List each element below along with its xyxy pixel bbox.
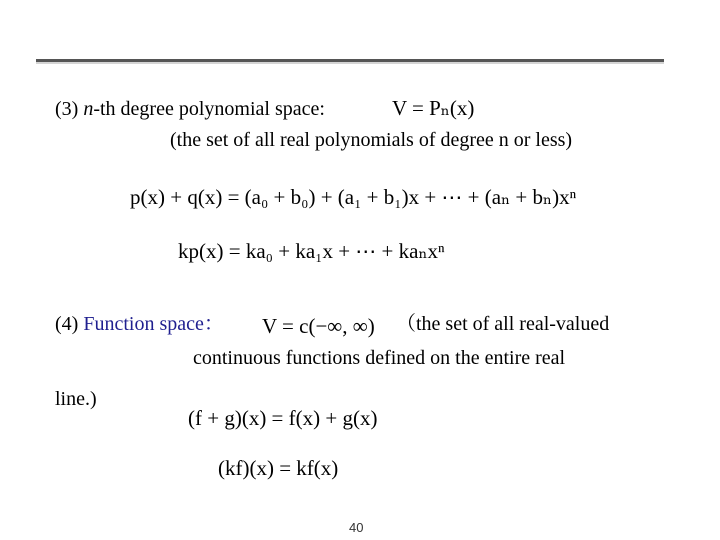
- section4-scalar-formula: (kf)(x) = kf(x): [218, 456, 339, 480]
- section3-v-definition: V = Pₙ(x): [392, 96, 475, 120]
- section3-note: (the set of all real polynomials of degree n or less): [170, 129, 573, 151]
- title-divider-highlight: [36, 62, 664, 64]
- section4-note-line2: continuous functions defined on the entire real: [193, 347, 566, 369]
- section4-note-line3: line.): [55, 388, 97, 410]
- section3-scalar-formula: kp(x) = ka₀ + ka₁x + ⋯ + kaₙxⁿ: [178, 239, 445, 263]
- section3-heading: (3) n-th degree polynomial space:: [55, 98, 325, 120]
- section3-sum-formula: p(x) + q(x) = (a₀ + b₀) + (a₁ + b₁)x + ⋯ + (aₙ + bₙ)xⁿ: [130, 185, 577, 209]
- section4-note-line1: （the set of all real-valued: [396, 313, 610, 335]
- page-number: 40: [349, 520, 364, 535]
- section4-heading: (4) Function space：: [55, 313, 224, 335]
- section4-v-definition: V = c(−∞, ∞): [262, 314, 375, 338]
- section4-sum-formula: (f + g)(x) = f(x) + g(x): [188, 406, 378, 430]
